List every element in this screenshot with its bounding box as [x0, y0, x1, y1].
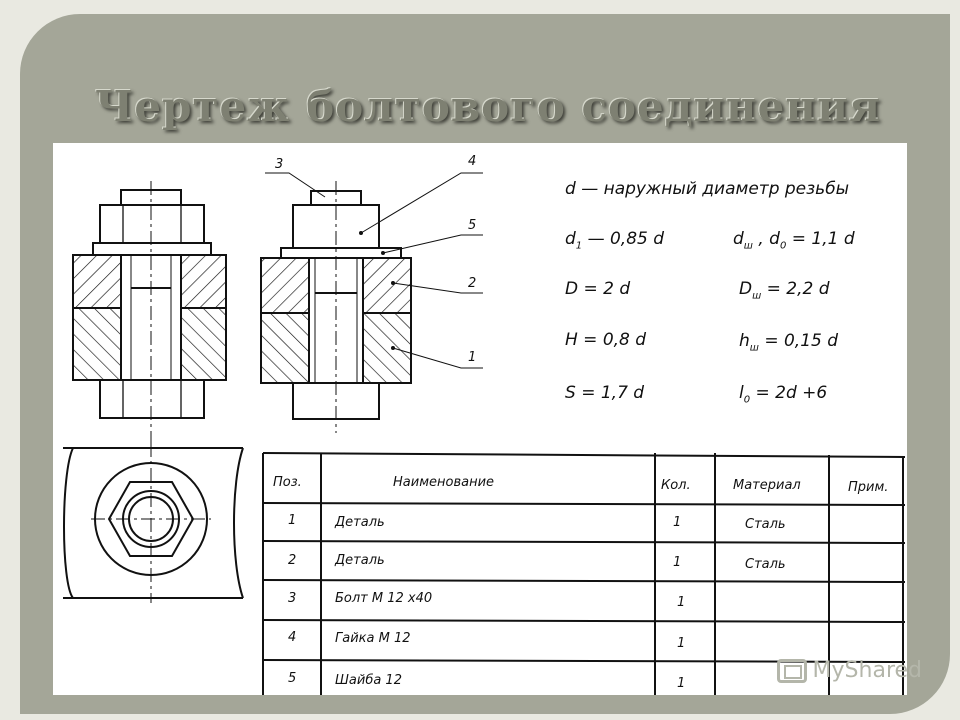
row3-qty: 1: [677, 595, 686, 610]
row1-material: Сталь: [745, 517, 786, 532]
middle-section-view: [261, 181, 411, 433]
row5-pos: 5: [288, 671, 297, 686]
callout-3: 3: [275, 157, 284, 172]
row5-name: Шайба 12: [335, 673, 402, 688]
row4-name: Гайка М 12: [335, 631, 411, 646]
header-pos: Поз.: [273, 475, 302, 490]
formula-S: S = 1,7 d: [565, 383, 645, 403]
row2-pos: 2: [288, 553, 297, 568]
row2-qty: 1: [673, 555, 682, 570]
row3-name: Болт М 12 х40: [335, 591, 433, 606]
row2-material: Сталь: [745, 557, 786, 572]
slide-title: Чертеж болтового соединения: [95, 82, 882, 131]
row2-name: Деталь: [335, 553, 385, 568]
row1-qty: 1: [673, 515, 682, 530]
callout-2: 2: [468, 276, 477, 291]
header-note: Прим.: [848, 480, 889, 495]
formula-dsh-d0: $d_ш$ , $d_0 = 1,1$ d: [733, 229, 855, 252]
left-top-view: [63, 443, 243, 603]
row1-pos: 1: [288, 513, 297, 528]
watermark: [777, 658, 922, 683]
header-name: Наименование: [393, 475, 495, 490]
formula-D: D = 2 d: [565, 279, 631, 299]
formula-hsh: $h_ш = 0,15$ d: [739, 331, 839, 354]
formula-H: H = 0,8 d: [565, 330, 647, 350]
watermark-text: MyShared: [812, 658, 922, 683]
row4-pos: 4: [288, 630, 297, 645]
row5-qty: 1: [677, 676, 686, 691]
row4-qty: 1: [677, 636, 686, 651]
drawing-sheet: [53, 143, 907, 695]
left-section-view: [73, 181, 226, 443]
callout-1: 1: [468, 350, 477, 365]
row3-pos: 3: [288, 591, 297, 606]
formula-d: d — наружный диаметр резьбы: [565, 179, 850, 199]
formula-d1: $d_1$ — 0,85 d: [565, 229, 665, 252]
callout-4: 4: [468, 154, 477, 169]
bolt-connection-drawing: [53, 143, 907, 695]
presentation-icon: [777, 659, 807, 683]
header-qty: Кол.: [661, 478, 691, 493]
row1-name: Деталь: [335, 515, 385, 530]
header-material: Материал: [733, 478, 801, 493]
formula-l0: $l_0 = 2d +6$: [739, 383, 828, 406]
formula-Dsh: $D_ш = 2,2$ d: [739, 279, 830, 302]
callout-5: 5: [468, 218, 477, 233]
